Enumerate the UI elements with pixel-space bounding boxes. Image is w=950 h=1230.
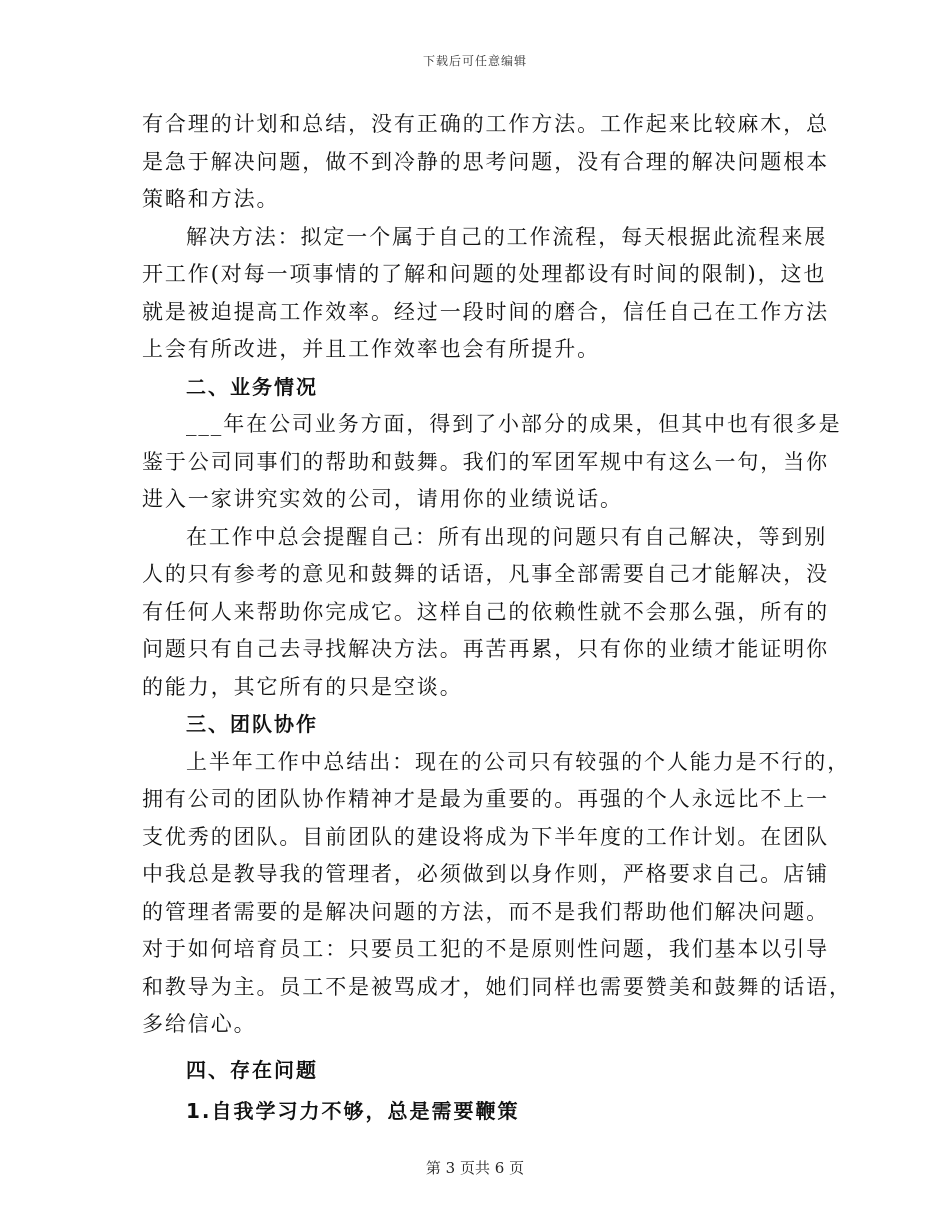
text-line: ___年在公司业务方面，得到了小部分的成果，但其中也有很多是 (186, 412, 842, 436)
text-line: 有任何人来帮助你完成它。这样自己的依赖性就不会那么强，所有的 (142, 599, 829, 624)
text-line: 在工作中总会提醒自己：所有出现的问题只有自己解决，等到别 (186, 524, 828, 549)
text-line: 拥有公司的团队协作精神才是最为重要的。再强的个人永远比不上一 (142, 787, 829, 811)
text-line: 的能力，其它所有的只是空谈。 (142, 674, 463, 699)
text-line: 对于如何培育员工：只要员工犯的不是原则性问题，我们基本以引导 (142, 937, 829, 961)
text-line: 的管理者需要的是解决问题的方法，而不是我们帮助他们解决问题。 (142, 899, 829, 924)
text-line: 进入一家讲究实效的公司，请用你的业绩说话。 (142, 487, 623, 511)
page-number: 第 3 页共 6 页 (425, 1159, 525, 1177)
subsection-heading-learning: 1.自我学习力不够，总是需要鞭策 (186, 1099, 520, 1123)
text-line: 人的只有参考的意见和鼓舞的话语，凡事全部需要自己才能解决，没 (142, 562, 829, 586)
section-heading-business: 二、业务情况 (186, 374, 318, 399)
text-line: 开工作(对每一项事情的了解和问题的处理都设有时间的限制)，这也 (142, 262, 827, 286)
paragraph-solution (142, 219, 829, 369)
text-line: 多给信心。 (142, 1012, 257, 1036)
text-line: 中我总是教导我的管理者，必须做到以身作则，严格要求自己。店铺 (142, 862, 829, 886)
paragraph-continued (142, 106, 829, 219)
text-line: 鉴于公司同事们的帮助和鼓舞。我们的军团军规中有这么一句，当你 (142, 449, 829, 474)
text-line: 解决方法：拟定一个属于自己的工作流程，每天根据此流程来展 (186, 224, 828, 249)
text-line: 上半年工作中总结出：现在的公司只有较强的个人能力是不行的， (186, 749, 851, 774)
text-line: 和教导为主。员工不是被骂成才，她们同样也需要赞美和鼓舞的话语， (142, 974, 852, 999)
text-line: 就是被迫提高工作效率。经过一段时间的磨合，信任自己在工作方法 (142, 299, 829, 324)
text-line: 上会有所改进，并且工作效率也会有所提升。 (142, 337, 600, 361)
paragraph-teamwork (142, 744, 852, 1044)
text-line: 策略和方法。 (142, 187, 280, 211)
section-heading-problems: 四、存在问题 (186, 1057, 318, 1082)
section-heading-teamwork: 三、团队协作 (186, 712, 318, 736)
text-line: 问题只有自己去寻找解决方法。再苦再累，只有你的业绩才能证明你 (142, 637, 829, 661)
text-line: 有合理的计划和总结，没有正确的工作方法。工作起来比较麻木，总 (142, 112, 829, 136)
page-header: 下载后可任意编辑 (422, 54, 527, 68)
text-line: 支优秀的团队。目前团队的建设将成为下半年度的工作计划。在团队 (142, 824, 829, 849)
text-line: 是急于解决问题，做不到冷静的思考问题，没有合理的解决问题根本 (142, 149, 829, 174)
paragraph-business (142, 406, 842, 519)
paragraph-self-reminder (142, 519, 829, 707)
document-body (142, 106, 852, 1131)
